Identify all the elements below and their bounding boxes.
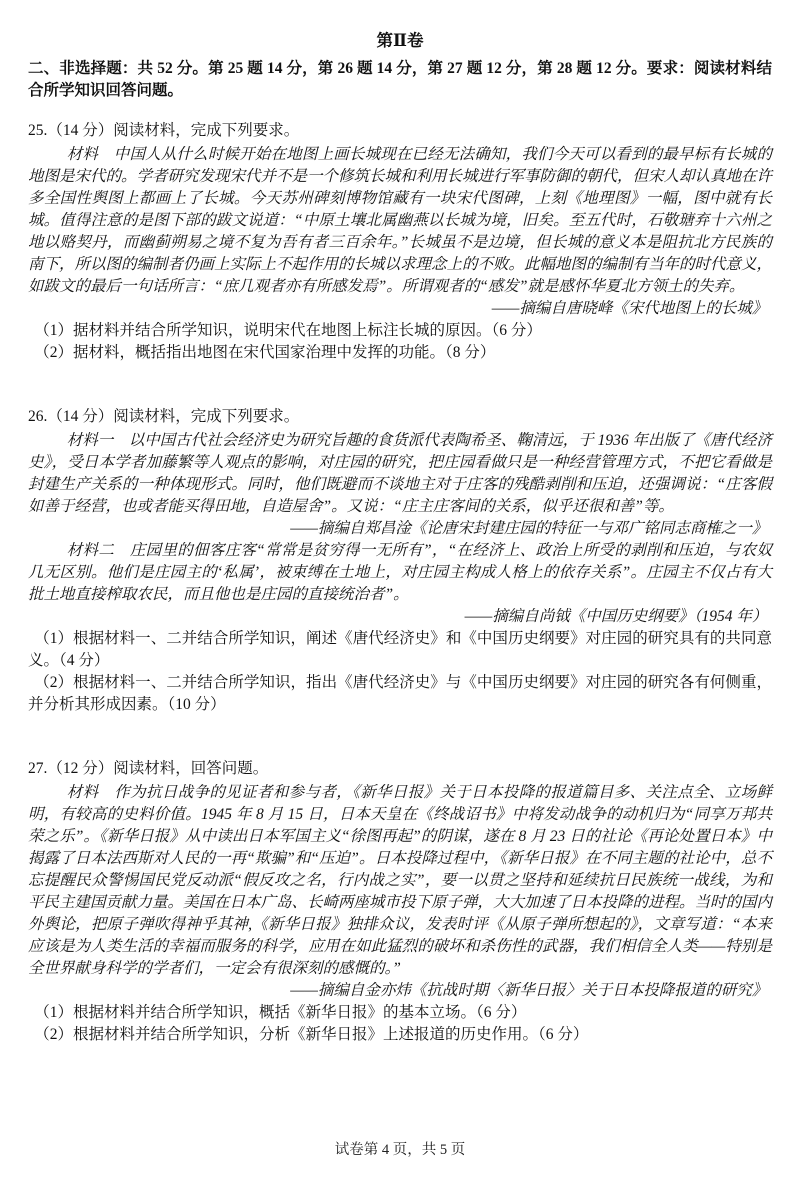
sub-question-2: （2）据材料，概括指出地图在宋代国家治理中发挥的功能。（8 分） <box>34 344 496 361</box>
page-footer: 试卷第 4 页，共 5 页 <box>334 1142 466 1158</box>
material-two-attribution: ——摘编自尚钺《中国历史纲要》（1954 年） <box>464 608 768 625</box>
material-attribution: ——摘编自唐晓峰《宋代地图上的长城》 <box>491 300 768 317</box>
sub-question-1: （1）根据材料一、二并结合所学知识，阐述《唐代经济史》和《中国历史纲要》对庄园的研究具有的共同意义。（4 分） <box>28 630 772 669</box>
material-paragraph: 材料 作为抗日战争的见证者和参与者，《新华日报》关于日本投降的报道篇目多、关注点全、立场鲜明，有较高的史料价值。1945 年 8 月 15 日，日本天皇在《终战诏书》中将发动战争的动机归为“同享万邦共荣之乐”。《新华日报》从中读出日本军国主义“徐图再起”的阴谋，遂在 8 月 23 日的社论《再论处置日本》中揭露了日本法西斯对人民的一再“欺骗”和“压迫”。日本投降过程中，《新华日报》在不同主题的社论中，总不忘提醒民众警惕国民党反动派“假反攻之名，行内战之实”，要一以贯之坚持和延续抗日民族统一战线，为和平民主建国贡献力量。美国在日本广岛、长崎两座城市投下原子弹，大大加速了日本投降的进程。当时的国内外舆论，把原子弹吹得神乎其神,《新华日报》独排众议，发表时评《从原子弹所想起的》，文章写道：“本来应该是为人类生活的幸福而服务的科学，应用在如此猛烈的破坏和杀伤性的武器，我们相信全人类——特别是全世界献身科学的学者们，一定会有很深刻的感慨的。” <box>28 784 773 977</box>
sub-question-2: （2）根据材料一、二并结合所学知识，指出《唐代经济史》与《中国历史纲要》对庄园的研究各有何侧重，并分析其形成因素。（10 分） <box>28 674 772 713</box>
question-25 <box>28 120 772 364</box>
question-27 <box>28 758 772 1046</box>
material-one-attribution: ——摘编自郑昌淦《论唐宋封建庄园的特征一与邓广铭同志商榷之一》 <box>290 520 768 537</box>
material-attribution: ——摘编自金亦炜《抗战时期〈新华日报〉关于日本投降报道的研究》 <box>290 982 768 999</box>
question-26 <box>28 406 772 716</box>
material-two-paragraph: 材料二 庄园里的佃客庄客“常常是贫穷得一无所有”，“在经济上、政治上所受的剥削和压迫，与农奴几无区别。他们是庄园主的‘私属’，被束缚在土地上，对庄园主构成人格上的依存关系”。庄园主不仅占有大批土地直接榨取农民，而且他也是庄园的直接统治者”。 <box>28 542 772 603</box>
question-header: 27.（12 分）阅读材料，回答问题。 <box>28 760 269 777</box>
page-title: 第Ⅱ卷 <box>376 31 424 50</box>
sub-question-1: （1）据材料并结合所学知识，说明宋代在地图上标注长城的原因。（6 分） <box>34 322 542 339</box>
material-one-paragraph: 材料一 以中国古代社会经济史为研究旨趣的食货派代表陶希圣、鞠清远，于 1936 年出版了《唐代经济史》，受日本学者加藤繁等人观点的影响，对庄园的研究，把庄园看做只是一种经营管理方式，不把它看做是封建生产关系的一种体现形式。同时，他们既避而不谈地主对于庄客的残酷剥削和压迫，还强调说：“庄客假如善于经营，也或者能买得田地，自造屋舍”。又说：“庄主庄客间的关系，似乎还很和善”等。 <box>28 432 773 515</box>
material-paragraph: 材料 中国人从什么时候开始在地图上画长城现在已经无法确知，我们今天可以看到的最早标有长城的地图是宋代的。学者研究发现宋代并不是一个修筑长城和利用长城进行军事防御的朝代，但宋人却认真地在许多全国性舆图上都画上了长城。今天苏州碑刻博物馆藏有一块宋代图碑，上刻《地理图》一幅，图中就有长城。值得注意的是图下部的跋文说道：“中原土壤北属幽燕以长城为境，旧矣。至五代时，石敬瑭弃十六州之地以赂契丹，而幽蓟朔易之境不复为吾有者三百余年。”长城虽不是边境，但长城的意义本是阻抗北方民族的南下，所以图的编制者仍画上实际上不起作用的长城以求理念上的不败。此幅地图的编制有当年的时代意义，如跋文的最后一句话所言：“庶几观者亦有所感发焉”。所谓观者的“感发”就是感怀华夏北方领土的失弃。 <box>28 146 773 295</box>
sub-question-1: （1）根据材料并结合所学知识，概括《新华日报》的基本立场。（6 分） <box>34 1004 527 1021</box>
sub-question-2: （2）根据材料并结合所学知识，分析《新华日报》上述报道的历史作用。（6 分） <box>34 1026 589 1043</box>
question-header: 25.（14 分）阅读材料，完成下列要求。 <box>28 122 300 139</box>
section-instructions: 二、非选择题：共 52 分。第 25 题 14 分，第 26 题 14 分，第 27 题 12 分，第 28 题 12 分。要求：阅读材料结合所学知识回答问题。 <box>28 60 772 99</box>
question-header: 26.（14 分）阅读材料，完成下列要求。 <box>28 408 300 425</box>
